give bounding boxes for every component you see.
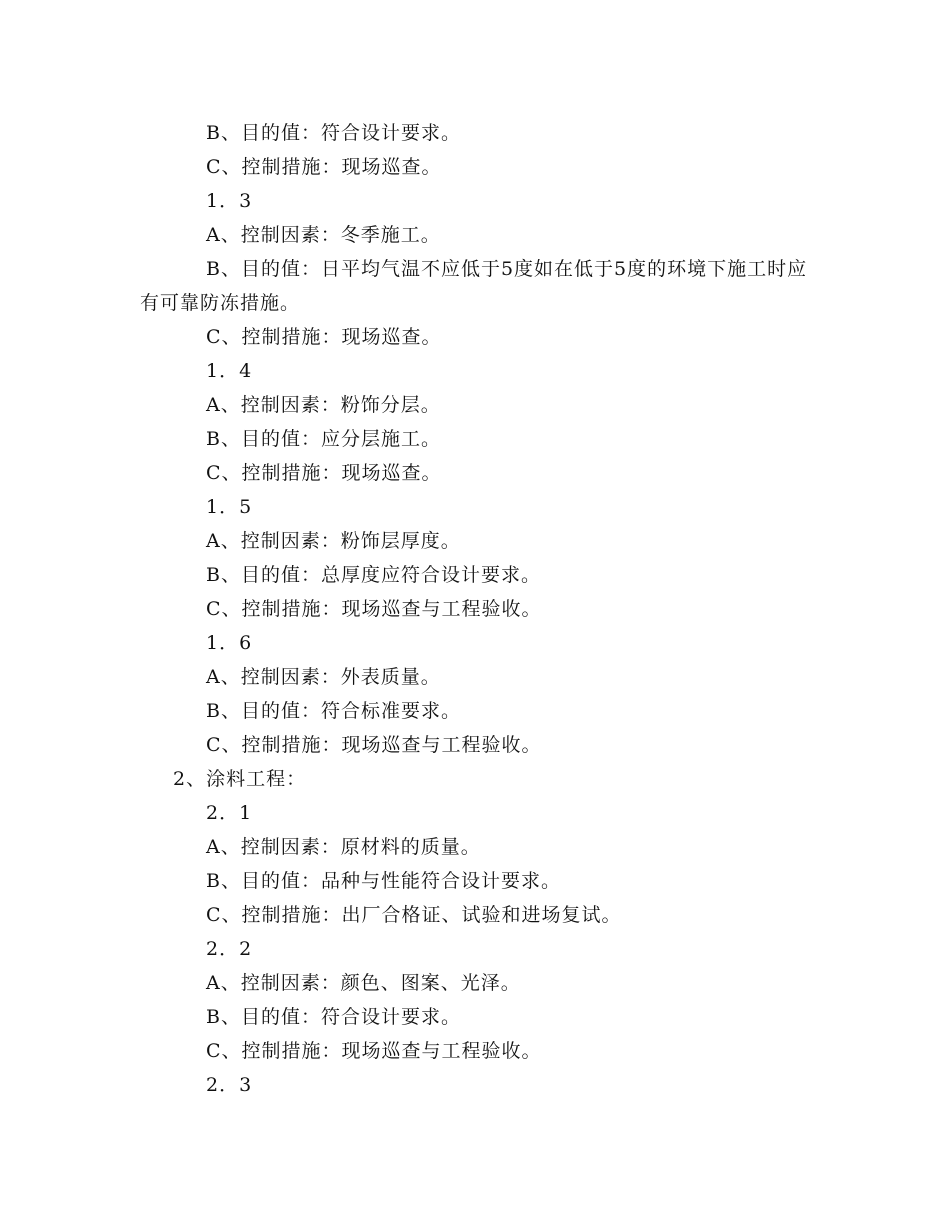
text-line: A、控制因素：颜色、图案、光泽。 (206, 972, 521, 994)
text-line: A、控制因素：冬季施工。 (206, 224, 441, 246)
text-line: C、控制措施：现场巡查与工程验收。 (206, 734, 542, 756)
text-line: A、控制因素：粉饰分层。 (206, 394, 441, 416)
section-number: 2．2 (206, 938, 253, 960)
section-number: 1．4 (206, 360, 253, 382)
text-line: B、目的值：符合设计要求。 (206, 122, 461, 144)
section-number: 1．5 (206, 496, 253, 518)
text-line: C、控制措施：现场巡查与工程验收。 (206, 1040, 542, 1062)
text-line: A、控制因素：外表质量。 (206, 666, 441, 688)
section-number: 1．6 (206, 632, 253, 654)
text-line: C、控制措施：现场巡查与工程验收。 (206, 598, 542, 620)
text-line: A、控制因素：原材料的质量。 (206, 836, 481, 858)
section-heading: 2、涂料工程： (173, 768, 307, 790)
document-body (140, 116, 820, 1102)
text-line: B、目的值：符合设计要求。 (206, 1006, 461, 1028)
text-line: C、控制措施：出厂合格证、试验和进场复试。 (206, 904, 622, 926)
text-line: C、控制措施：现场巡查。 (206, 462, 442, 484)
text-paragraph: B、目的值：日平均气温不应低于5度如在低于5度的环境下施工时应有可靠防冻措施。 (140, 258, 808, 314)
section-number: 2．3 (206, 1074, 253, 1096)
text-line: B、目的值：应分层施工。 (206, 428, 441, 450)
text-line: B、目的值：品种与性能符合设计要求。 (206, 870, 561, 892)
section-number: 1．3 (206, 190, 253, 212)
text-line: A、控制因素：粉饰层厚度。 (206, 530, 461, 552)
text-line: C、控制措施：现场巡查。 (206, 156, 442, 178)
text-line: B、目的值：符合标准要求。 (206, 700, 461, 722)
section-number: 2．1 (206, 802, 253, 824)
text-line: C、控制措施：现场巡查。 (206, 326, 442, 348)
text-line: B、目的值：总厚度应符合设计要求。 (206, 564, 541, 586)
